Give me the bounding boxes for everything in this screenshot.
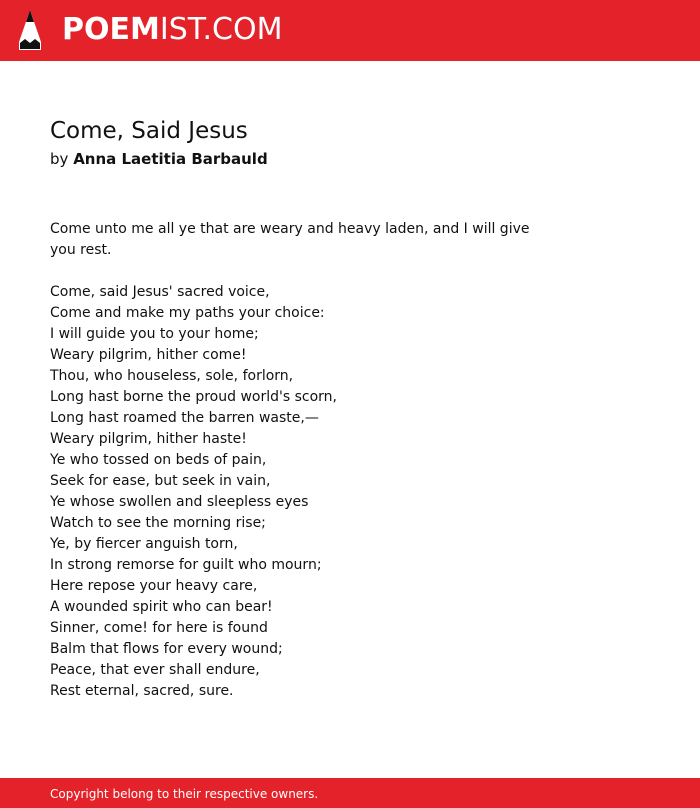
poem-body xyxy=(50,219,550,702)
poem-line: Seek for ease, but seek in vain, xyxy=(50,473,271,489)
poem-epigraph: Come unto me all ye that are weary and heavy laden, and I will give you rest. xyxy=(50,221,530,258)
poem-line: Peace, that ever shall endure, xyxy=(50,662,260,678)
site-footer xyxy=(0,778,700,808)
poem-line: Come and make my paths your choice: xyxy=(50,305,325,321)
poem-line: I will guide you to your home; xyxy=(50,326,259,342)
poem-title: Come, Said Jesus xyxy=(50,118,248,144)
site-logo-text[interactable] xyxy=(62,12,282,48)
poem-line: Long hast roamed the barren waste,— xyxy=(50,410,319,426)
poem-line: Ye whose swollen and sleepless eyes xyxy=(50,494,309,510)
brand-bold: POEM xyxy=(62,12,160,47)
poem-line: Long hast borne the proud world's scorn, xyxy=(50,389,337,405)
brand-light: IST.COM xyxy=(159,12,283,47)
poem-line: Come, said Jesus' sacred voice, xyxy=(50,284,270,300)
byline xyxy=(50,149,268,169)
poem-line: Rest eternal, sacred, sure. xyxy=(50,683,234,699)
poem-line: Thou, who houseless, sole, forlorn, xyxy=(50,368,294,384)
site-header xyxy=(0,0,700,61)
poem-line: A wounded spirit who can bear! xyxy=(50,599,273,615)
poem-lines xyxy=(50,282,550,702)
poem-line: Ye who tossed on beds of pain, xyxy=(50,452,267,468)
poem-line: Sinner, come! for here is found xyxy=(50,620,268,636)
copyright-text: Copyright belong to their respective owners. xyxy=(50,787,319,801)
poem-line: Ye, by fiercer anguish torn, xyxy=(50,536,238,552)
poem-line: Watch to see the morning rise; xyxy=(50,515,266,531)
poem-line: Balm that flows for every wound; xyxy=(50,641,283,657)
poem-line: Weary pilgrim, hither haste! xyxy=(50,431,247,447)
pencil-tip-icon[interactable] xyxy=(18,9,42,51)
poem-line: Weary pilgrim, hither come! xyxy=(50,347,247,363)
by-label: by xyxy=(50,150,69,168)
author-name: Anna Laetitia Barbauld xyxy=(73,150,268,168)
poem-line: In strong remorse for guilt who mourn; xyxy=(50,557,322,573)
poem-line: Here repose your heavy care, xyxy=(50,578,258,594)
